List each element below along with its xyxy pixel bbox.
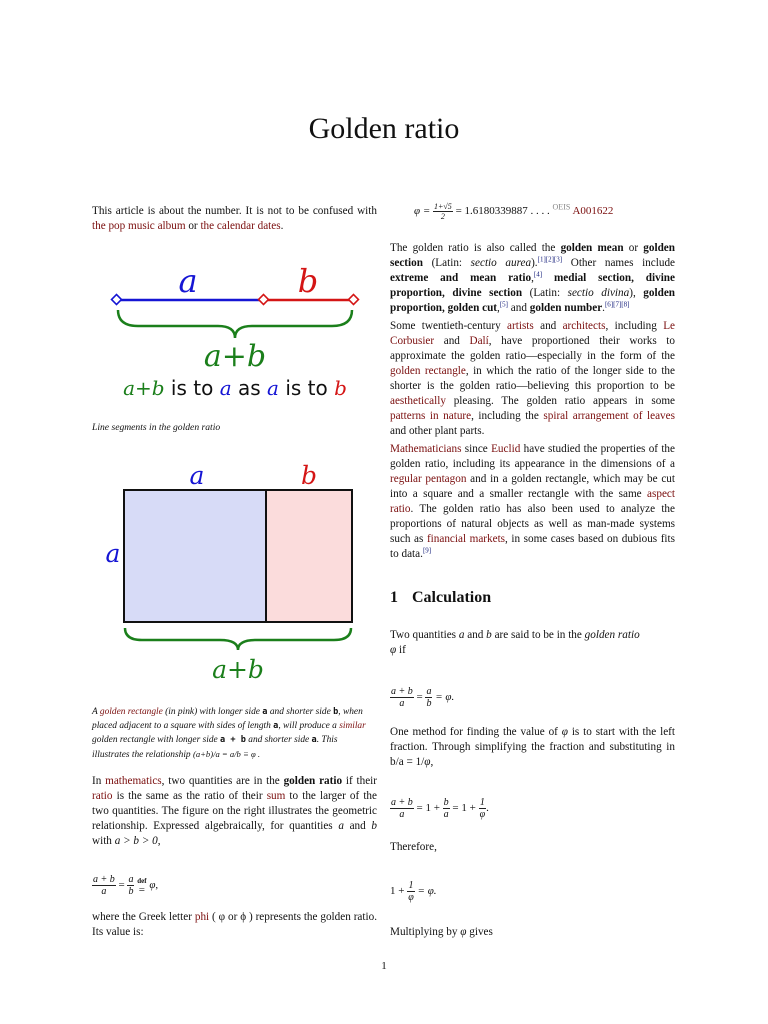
- link-calendar-dates[interactable]: the calendar dates: [200, 220, 281, 232]
- link-regular-pentagon[interactable]: regular pentagon: [390, 473, 467, 485]
- link-financial-markets[interactable]: financial markets: [426, 533, 506, 545]
- label-a-side: a: [105, 539, 121, 568]
- citation-4[interactable]: [4]: [533, 270, 543, 279]
- link-le-corbusier[interactable]: Le Corbusier: [390, 320, 675, 347]
- link-golden-rectangle-2[interactable]: golden rectangle: [390, 365, 466, 377]
- oeis-link[interactable]: A001622: [572, 205, 614, 218]
- link-mathematicians[interactable]: Mathematicians: [390, 443, 462, 455]
- citation-5[interactable]: [5]: [499, 300, 508, 309]
- page-number: 1: [381, 960, 387, 972]
- link-architects[interactable]: architects: [562, 320, 606, 332]
- phi-value-line: φ = $\frac{1+√5}{2}$ = 1.6180339887 . . . . $^{OEIS}$ A001622: [414, 202, 614, 221]
- therefore-text: Therefore,: [390, 841, 437, 853]
- equation-definition: $\frac{a + b}{a}$ = $\frac{a}{b}$ def = φ,: [93, 874, 159, 897]
- brace-rect-sum: [125, 628, 351, 650]
- link-sum[interactable]: sum: [266, 790, 286, 802]
- multiplying-text: Multiplying by φ gives: [390, 926, 493, 938]
- golden-rect-region: [266, 490, 352, 622]
- link-dali[interactable]: Dalí: [469, 335, 489, 347]
- square-region: [124, 490, 266, 622]
- endpoint-middle: [259, 295, 269, 305]
- citation-9[interactable]: [9]: [422, 546, 432, 555]
- proportion-phrase: a+b is to a as a is to b: [123, 376, 347, 400]
- citation-1-3[interactable]: [1][2][3]: [537, 255, 563, 264]
- phi-paragraph: where the Greek letter phi ( φ or ϕ ) represents the golden ratio. Its value is:: [92, 911, 377, 938]
- label-b: b: [297, 262, 319, 300]
- intro-paragraph: In mathematics, two quantities are in the golden ratio if their ratio is the same as the ratio of their sum to the larger of the two quantities. The figure on the right illustrates the geometric relationship. Expressed algebraically, for quantities a and b with a > b > 0,: [92, 775, 377, 847]
- names-paragraph: The golden ratio is also called the golden mean or golden section (Latin: sectio aurea).[1][2][3] Other names include extreme and mean ratio,[4] medial section, divine proportion, divine section (Latin: sectio divina), golden proportion, golden cut,[5] and golden number.[6][7][8]: [390, 242, 676, 314]
- citation-6-8[interactable]: [6][7][8]: [604, 300, 630, 309]
- link-artists[interactable]: artists: [507, 320, 534, 332]
- equation-ratio: $\frac{a + b}{a}$ = $\frac{a}{b}$ = φ.: [391, 686, 455, 709]
- golden-rectangle-figure: [92, 456, 372, 688]
- calculation-intro: Two quantities a and b are said to be in the golden ratio φ if: [390, 629, 640, 656]
- label-b-top: b: [300, 461, 318, 490]
- link-similar[interactable]: similar: [339, 721, 366, 731]
- artists-paragraph: Some twentieth-century artists and architects, including Le Corbusier and Dalí, have proportioned their works to approximate the golden ratio—especially in the form of the golden rectangle, in which the ratio of the longer side to the shorter is the golden ratio—believing this proportion to be aesthetically pleasing. The golden ratio appears in some patterns in nature, including the spiral arrangement of leaves and other plant parts.: [390, 320, 675, 437]
- link-phi[interactable]: phi: [194, 911, 210, 923]
- label-sum: a+b: [203, 339, 267, 374]
- label-a-top: a: [189, 461, 205, 490]
- label-rect-sum: a+b: [212, 655, 264, 684]
- mathematicians-paragraph: Mathematicians since Euclid have studied the properties of the golden ratio, including its appearance in the dimensions of a regular pentagon and in a golden rectangle, which may be cut into a square and a smaller rectangle with the same aspect ratio. The golden ratio has also been used to analyze the proportions of natural objects as well as man-made systems such as financial markets, in some cases based on dubious fits to data.[9]: [390, 443, 676, 560]
- method-paragraph: One method for finding the value of φ is to start with the left fraction. Through simplifying the fraction and substituting in b/a = 1/φ,: [390, 726, 675, 768]
- endpoint-left: [112, 295, 122, 305]
- link-golden-rectangle[interactable]: golden rectangle: [99, 707, 163, 717]
- equation-phi: 1 + $\frac{1}{\varphi}$ = φ.: [390, 880, 437, 903]
- figure2-caption: A golden rectangle (in pink) with longer side a and shorter side b, when placed adjacent to a square with sides of length a, will produce a similar golden rectangle with longer side a + b and shorter side a. This illustrates the relationship (a+b)/a = a/b ≡ φ .: [92, 707, 366, 760]
- link-patterns-in-nature[interactable]: patterns in nature: [390, 410, 472, 422]
- label-a: a: [178, 262, 198, 300]
- brace-sum: [118, 310, 352, 338]
- section-heading-calculation: 1 Calculation: [390, 589, 492, 606]
- hatnote: This article is about the number. It is not to be confused with the pop music album or the calendar dates.: [92, 205, 377, 232]
- page-title: Golden ratio: [308, 112, 460, 145]
- link-aesthetically[interactable]: aesthetically: [390, 395, 446, 407]
- link-ratio[interactable]: ratio: [92, 790, 113, 802]
- link-pop-album[interactable]: the pop music album: [92, 220, 186, 232]
- link-mathematics[interactable]: mathematics: [105, 775, 162, 787]
- link-aspect-ratio[interactable]: aspect ratio: [390, 488, 675, 515]
- link-spiral-arrangement[interactable]: spiral arrangement of leaves: [543, 410, 675, 422]
- figure1-caption: Line segments in the golden ratio: [92, 422, 221, 433]
- endpoint-right: [349, 295, 359, 305]
- oeis-icon: OEIS: [552, 202, 571, 212]
- equation-simplify: $\frac{a + b}{a}$ = 1 + $\frac{b}{a}$ = 1 + $\frac{1}{\varphi}$ .: [391, 797, 489, 820]
- link-euclid[interactable]: Euclid: [491, 443, 521, 455]
